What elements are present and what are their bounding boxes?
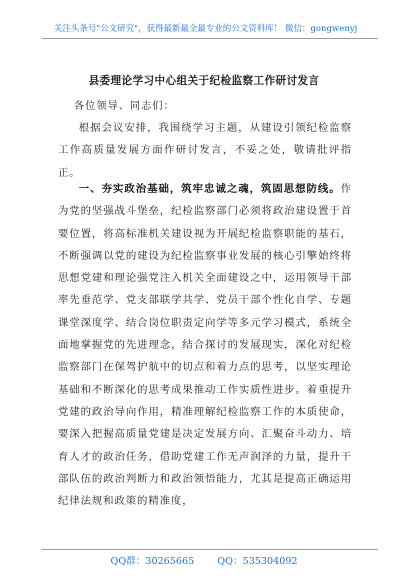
paragraph-intro: 根据会议安排，我围绕学习主题，从建设引领纪检监察工作高质量发展方面作研讨发言，不妥之处，敬请批评指正。 <box>58 122 352 179</box>
footer-contact <box>0 553 408 567</box>
footer-qq-group: QQ群：30265665 <box>110 556 195 567</box>
paragraph-section-one <box>58 178 352 512</box>
footer-qq: QQ：535304092 <box>217 556 298 567</box>
section-one-heading: 一、夯实政治基础，筑牢忠诚之魂，筑固思想防线。 <box>78 183 341 195</box>
document-title: 县委理论学习中心组关于纪检监察工作研讨发言 <box>88 75 320 87</box>
header-notice: 关注头条号"公文研究"，获得最新最全最专业的公文资料库！ 微信：gongwenyj <box>54 23 358 33</box>
header-divider <box>42 38 378 39</box>
footer-divider <box>42 549 378 550</box>
section-one-body: 作为党的坚强战斗堡垒，纪检监察部门必须将政治建设置于首要位置，将高标准机关建设视为开展纪检监察职能的基石，不断强调以党的建设为纪检监察事业发展的核心引擎始终将思想党建和理论强党注入机关全面建设之中，运用领导干部率先垂范学、党支部联学共学、党员干部个性化自学、专题课堂深度学、结合岗位职责定向学等多元学习模式，系统全面地掌握党的先进理念，结合探讨的发展现实，深化对纪检监察部门在保驾护航中的切点和着力点的思考，以坚实理论基础和不断深化的思考成果推动工作实质性进步。着重提升党建的政治导向作用，精准理解纪检监察工作的本质使命，要深入把握高质量党建是决定发展方向、汇聚奋斗动力、培育人才的政治任务，借助党建工作无声润泽的力量，提升干部队伍的政治判断力和政治领悟能力，尤其是提高正确运用纪律法规和政策的精准度， <box>58 183 352 508</box>
salutation: 各位领导、同志们： <box>74 101 175 112</box>
